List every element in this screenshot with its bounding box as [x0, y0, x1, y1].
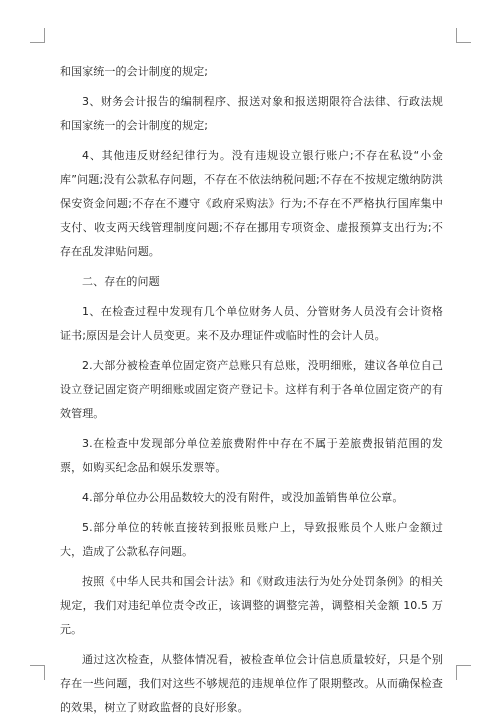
document-body	[60, 60, 443, 726]
paragraph-conclusion: 通过这次检查，从整体情况看，被检查单位会计信息质量较好，只是个别存在一些问题，我们对这些不够规范的违规单位作了限期整改。从而确保检查的效果，树立了财政监督的良好形象。	[60, 653, 443, 714]
paragraph-issue-2: 2.大部分被检查单位固定资产总账只有总账，没明细账，建议各单位自己设立登记固定资产明细账或固定资产登记卡。这样有利于各单位固定资产的有效管理。	[60, 359, 443, 420]
section-heading-issues: 二、存在的问题	[82, 275, 160, 288]
crop-mark-top-left	[30, 28, 45, 43]
paragraph-issue-3: 3.在检查中发现部分单位差旅费附件中存在不属于差旅费报销范围的发票，如购买纪念品和娱乐发票等。	[60, 437, 443, 474]
crop-mark-bottom-right	[456, 665, 471, 680]
paragraph-issue-4: 4.部分单位办公用品数较大的没有附件，或没加盖销售单位公章。	[82, 491, 404, 504]
paragraph-continuation: 和国家统一的会计制度的规定;	[60, 65, 209, 78]
paragraph-issue-5: 5.部分单位的转帐直接转到报账员账户上，导致报账员个人账户金额过大，造成了公款私存问题。	[60, 521, 443, 558]
crop-mark-bottom-left	[30, 665, 45, 680]
paragraph-item-4: 4、其他违反财经纪律行为。没有违规设立银行账户;不存在私设“小金库”问题;没有公款私存问题，不存在不依法纳税问题;不存在不按规定缴纳防洪保安资金问题;不存在不遵守《政府采购法》行为;不存在不严格执行国库集中支付、收支两天线管理制度问题;不存在挪用专项资金、虚报预算支出行为;不存在乱发津贴问题。	[60, 149, 443, 258]
paragraph-issue-1: 1、在检查过程中发现有几个单位财务人员、分管财务人员没有会计资格证书;原因是会计人员变更。来不及办理证件或临时性的会计人员。	[60, 305, 443, 342]
paragraph-rectification: 按照《中华人民共和国会计法》和《财政违法行为处分处罚条例》的相关规定，我们对违纪单位责令改正，该调整的调整完善，调整相关金额 10.5 万元。	[60, 575, 443, 636]
crop-mark-top-right	[456, 28, 471, 43]
paragraph-item-3: 3、财务会计报告的编制程序、报送对象和报送期限符合法律、行政法规和国家统一的会计制度的规定;	[60, 95, 443, 132]
